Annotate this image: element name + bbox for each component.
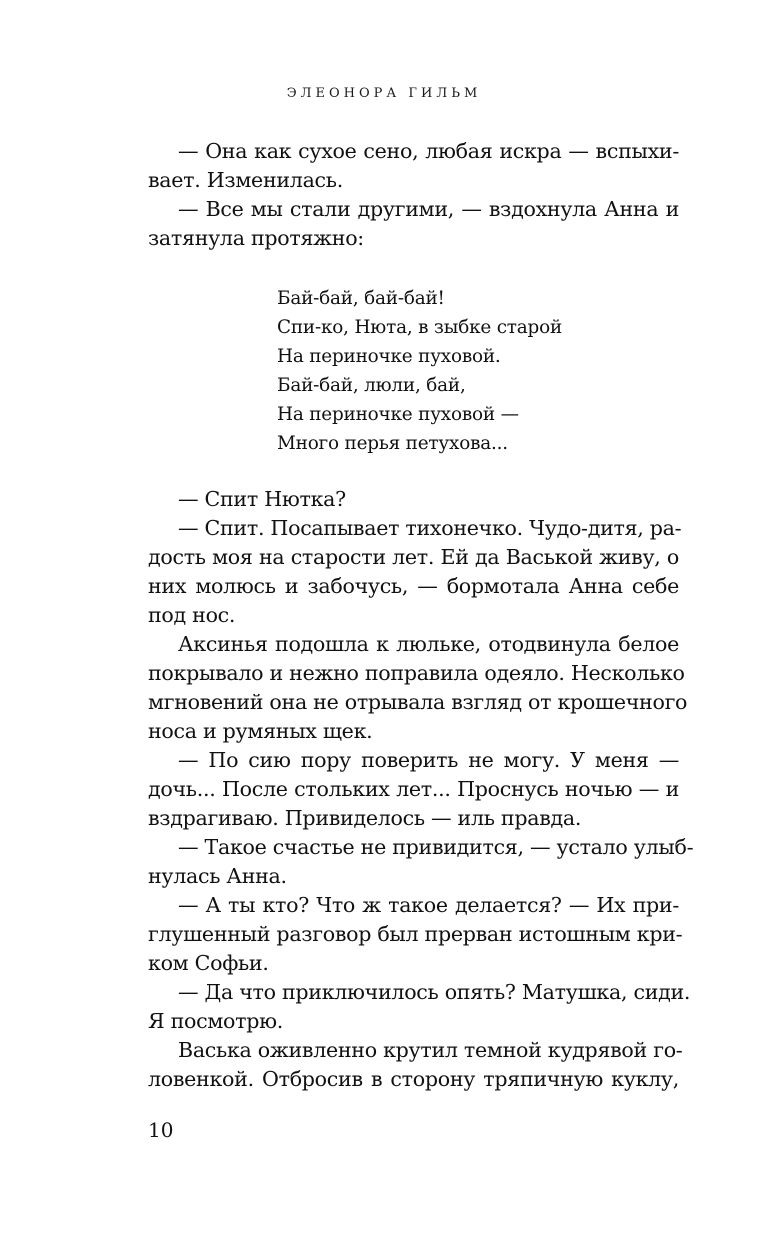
text-block-top	[148, 137, 679, 253]
text-line: дочь... После стольких лет... Проснусь ночью — и	[148, 777, 679, 801]
running-head: ЭЛЕОНОРА ГИЛЬМ	[286, 86, 482, 101]
text-line: Я посмотрю.	[148, 1009, 284, 1033]
text-line: ком Софьи.	[148, 951, 269, 975]
text-line: затянула протяжно:	[148, 226, 364, 250]
text-line: — Она как сухое сено, любая искра — вспыхи-	[178, 139, 679, 163]
text-line: Аксинья подошла к люльке, отодвинула белое	[178, 632, 679, 656]
text-line: — Все мы стали другими, — вздохнула Анна и	[178, 197, 679, 221]
text-line: них молюсь и забочусь, — бормотала Анна себе	[148, 574, 679, 598]
text-line: Васька оживленно крутил темной кудрявой го-	[178, 1038, 683, 1062]
text-line: — По сию пору поверить не могу. У меня —	[178, 748, 679, 772]
lullaby-verse	[277, 284, 562, 458]
verse-line: Бай-бай, бай-бай!	[277, 288, 445, 309]
text-line: дость моя на старости лет. Ей да Васькой живу, о	[148, 545, 679, 569]
text-line: ловенкой. Отбросив в сторону тряпичную куклу,	[148, 1067, 679, 1091]
text-block-main	[148, 485, 694, 1094]
text-line: носа и румяных щек.	[148, 719, 373, 743]
verse-line: Бай-бай, люли, бай,	[277, 375, 466, 396]
verse-line: Много перья петухова...	[277, 433, 508, 454]
text-line: — А ты кто? Что ж такое делается? — Их при-	[178, 893, 679, 917]
text-line: — Такое счастье не привидится, — устало улыб-	[178, 835, 694, 859]
text-line: мгновений она не отрывала взгляд от крошечного	[148, 690, 688, 714]
text-line: — Спит Нютка?	[178, 487, 346, 511]
text-line: вздрагиваю. Привиделось — иль правда.	[148, 806, 582, 830]
text-line: — Спит. Посапывает тихонечко. Чудо-дитя, ра-	[178, 516, 682, 540]
text-line: покрывало и нежно поправила одеяло. Несколько	[148, 661, 685, 685]
text-line: глушенный разговор был прерван истошным кри-	[148, 922, 683, 946]
page-number: 10	[148, 1118, 174, 1142]
text-line: — Да что приключилось опять? Матушка, сиди.	[178, 980, 691, 1004]
text-line: нулась Анна.	[148, 864, 287, 888]
verse-line: Спи-ко, Нюта, в зыбке старой	[277, 317, 563, 338]
text-line: под нос.	[148, 603, 236, 627]
verse-line: На периночке пуховой.	[277, 346, 501, 367]
text-line: вает. Изменилась.	[148, 168, 343, 192]
verse-line: На периночке пуховой —	[277, 404, 519, 425]
